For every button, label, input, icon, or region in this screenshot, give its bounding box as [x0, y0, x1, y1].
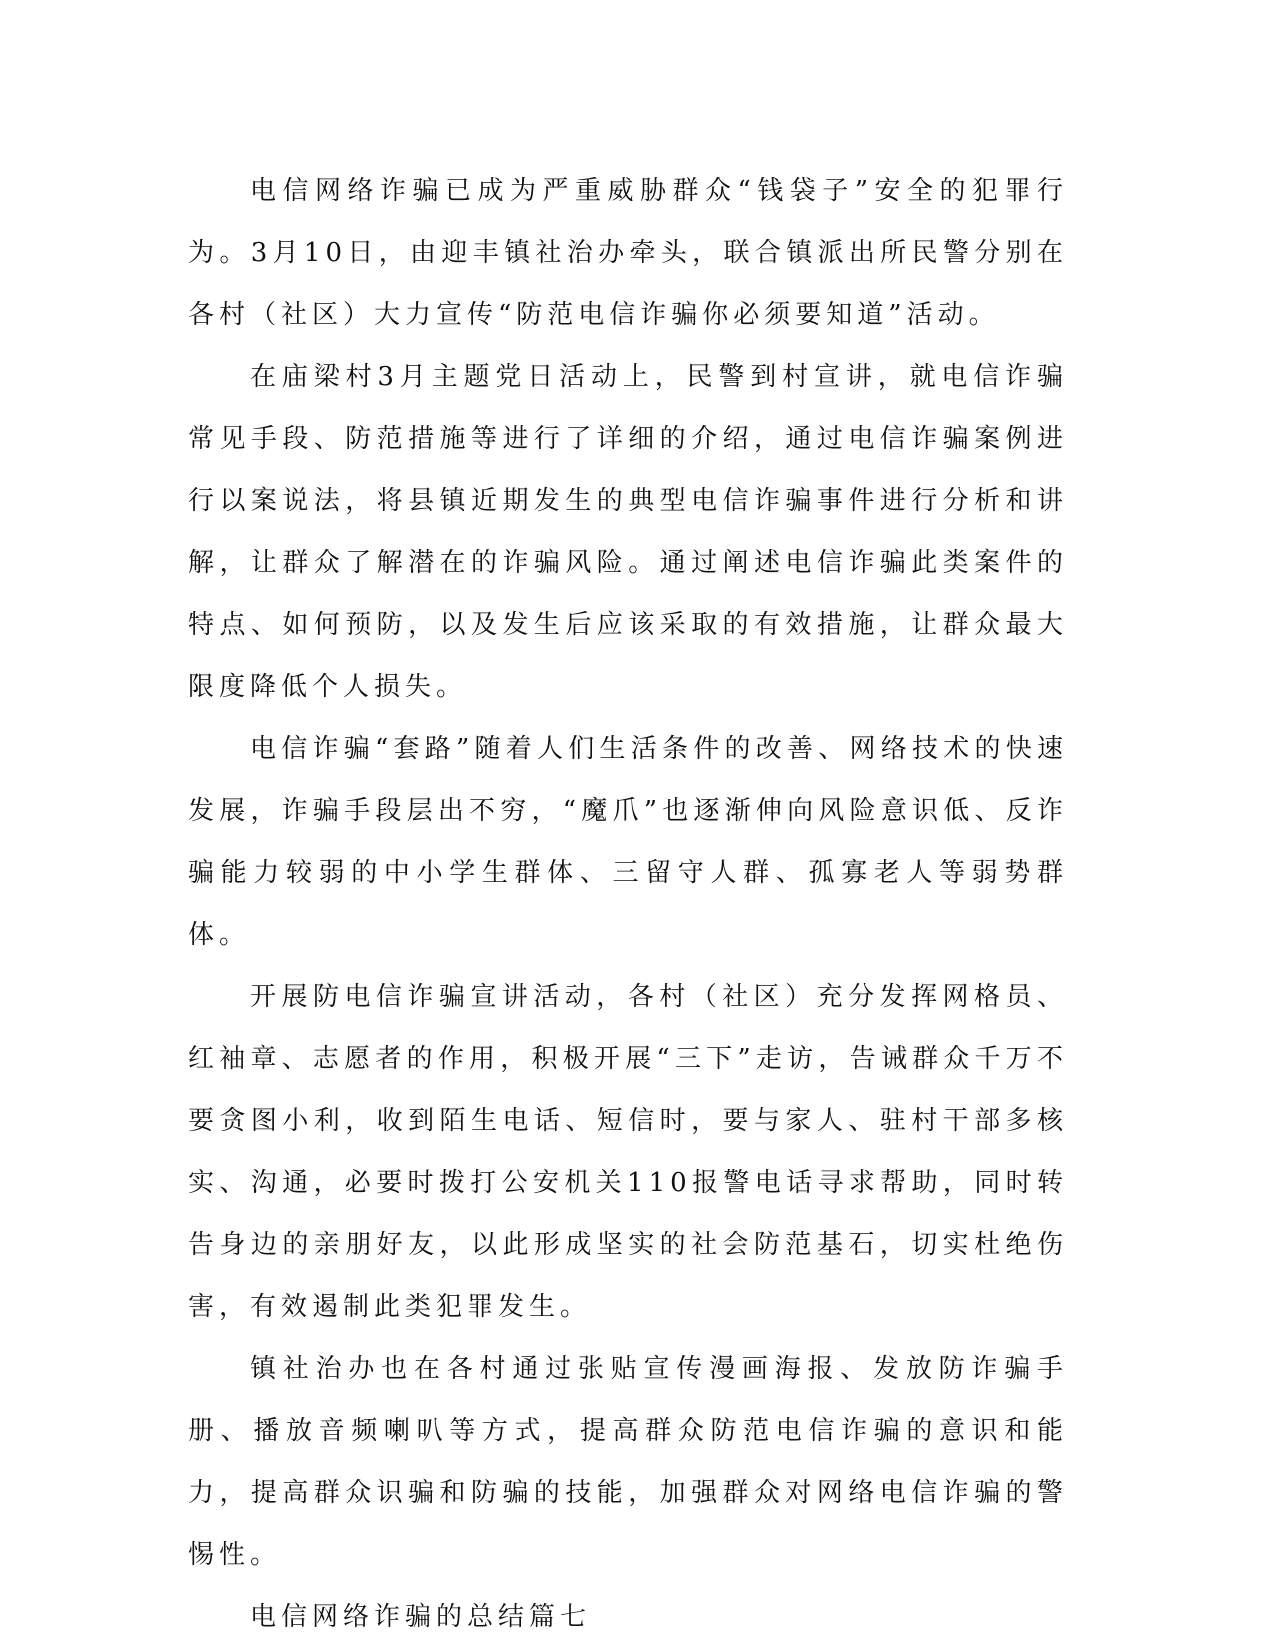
paragraph-3: 电信诈骗“套路”随着人们生活条件的改善、网络技术的快速发展，诈骗手段层出不穷，“魔爪”也逐渐伸向风险意识低、反诈骗能力较弱的中小学生群体、三留守人群、孤寡老人等弱势群体。: [188, 734, 1068, 950]
document-body: [188, 160, 1068, 1648]
paragraph-4: 开展防电信诈骗宣讲活动，各村（社区）充分发挥网格员、红袖章、志愿者的作用，积极开展“三下”走访，告诫群众千万不要贪图小利，收到陌生电话、短信时，要与家人、驻村干部多核实、沟通，必要时拨打公安机关110报警电话寻求帮助，同时转告身边的亲朋好友，以此形成坚实的社会防范基石，切实杜绝伤害，有效遏制此类犯罪发生。: [188, 982, 1068, 1322]
section-heading: 电信网络诈骗的总结篇七: [250, 1602, 592, 1632]
paragraph-2: 在庙梁村3月主题党日活动上，民警到村宣讲，就电信诈骗常见手段、防范措施等进行了详细的介绍，通过电信诈骗案例进行以案说法，将县镇近期发生的典型电信诈骗事件进行分析和讲解，让群众了解潜在的诈骗风险。通过阐述电信诈骗此类案件的特点、如何预防，以及发生后应该采取的有效措施，让群众最大限度降低个人损失。: [188, 362, 1068, 702]
paragraph-1: 电信网络诈骗已成为严重威胁群众“钱袋子”安全的犯罪行为。3月10日，由迎丰镇社治办牵头，联合镇派出所民警分别在各村（社区）大力宣传“防范电信诈骗你必须要知道”活动。: [188, 176, 1068, 330]
paragraph-5: 镇社治办也在各村通过张贴宣传漫画海报、发放防诈骗手册、播放音频喇叭等方式，提高群众防范电信诈骗的意识和能力，提高群众识骗和防骗的技能，加强群众对网络电信诈骗的警惕性。: [188, 1354, 1068, 1570]
